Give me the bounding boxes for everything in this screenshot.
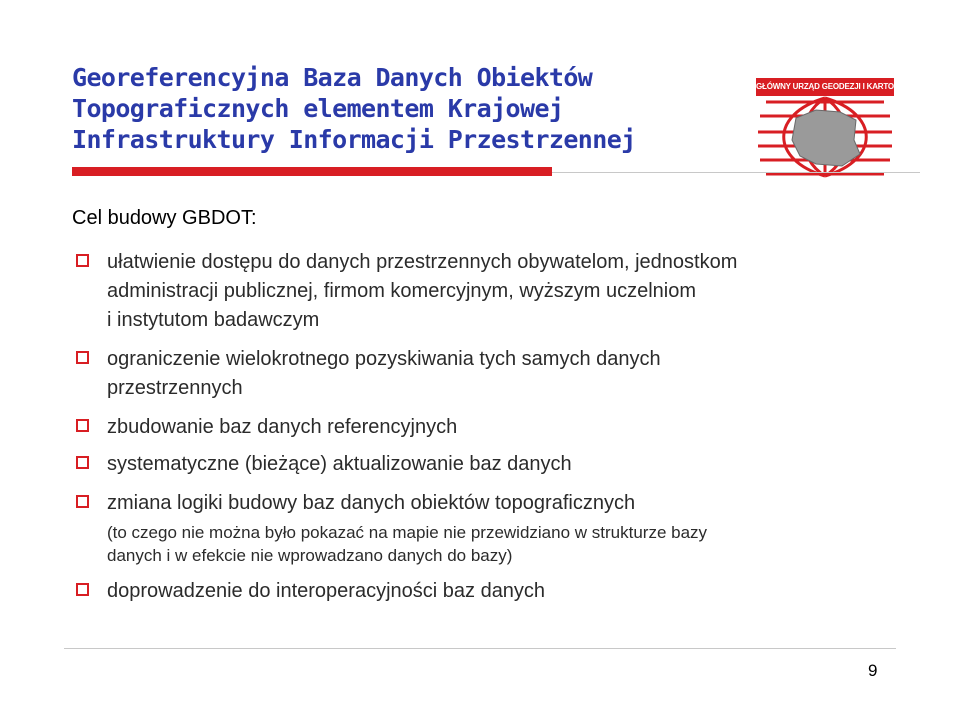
- title-line-3: Infrastruktury Informacji Przestrzennej: [72, 125, 636, 154]
- bullet-item-2: [74, 345, 894, 403]
- section-heading: Cel budowy GBDOT:: [72, 207, 257, 229]
- bullet-item-1: [74, 248, 894, 335]
- slide-title: [72, 62, 712, 155]
- checkbox-bullet-icon: [76, 495, 89, 508]
- bullet-text: ułatwienie dostępu do danych przestrzennych obywatelom, jednostkom administracji publicznej, firmom komercyjnym, wyższym uczelniom i instytutom badawczym: [107, 251, 738, 331]
- logo-banner-text: GŁÓWNY URZĄD GEODEZJI I KARTOGRAFII: [756, 78, 894, 96]
- checkbox-bullet-icon: [76, 456, 89, 469]
- bullet-note: (to czego nie można było pokazać na mapie nie przewidziano w strukturze bazy danych i w efekcie nie wprowadzano danych do bazy): [107, 523, 708, 565]
- gugik-logo: [756, 78, 920, 178]
- bullet-text: zmiana logiki budowy baz danych obiektów topograficznych: [107, 492, 636, 514]
- title-line-2: Topograficznych elementem Krajowej: [72, 94, 564, 123]
- bullet-text: systematyczne (bieżące) aktualizowanie baz danych: [107, 453, 572, 475]
- footer-divider: [64, 648, 896, 649]
- poland-shape-icon: [792, 110, 860, 166]
- bullet-item-4: [74, 450, 894, 479]
- bullet-list: [74, 248, 894, 606]
- checkbox-bullet-icon: [76, 419, 89, 432]
- globe-map-icon: [756, 96, 894, 178]
- page-number: 9: [868, 661, 878, 680]
- checkbox-bullet-icon: [76, 351, 89, 364]
- bullet-text: zbudowanie baz danych referencyjnych: [107, 416, 458, 438]
- bullet-item-5: [74, 489, 894, 567]
- title-line-1: Georeferencyjna Baza Danych Obiektów: [72, 63, 593, 92]
- bullet-text: ograniczenie wielokrotnego pozyskiwania tych samych danych przestrzennych: [107, 348, 661, 399]
- bullet-text: doprowadzenie do interoperacyjności baz danych: [107, 580, 546, 602]
- bullet-item-6: [74, 577, 894, 606]
- title-accent-bar: [72, 167, 552, 176]
- bullet-item-3: [74, 413, 894, 442]
- checkbox-bullet-icon: [76, 254, 89, 267]
- checkbox-bullet-icon: [76, 583, 89, 596]
